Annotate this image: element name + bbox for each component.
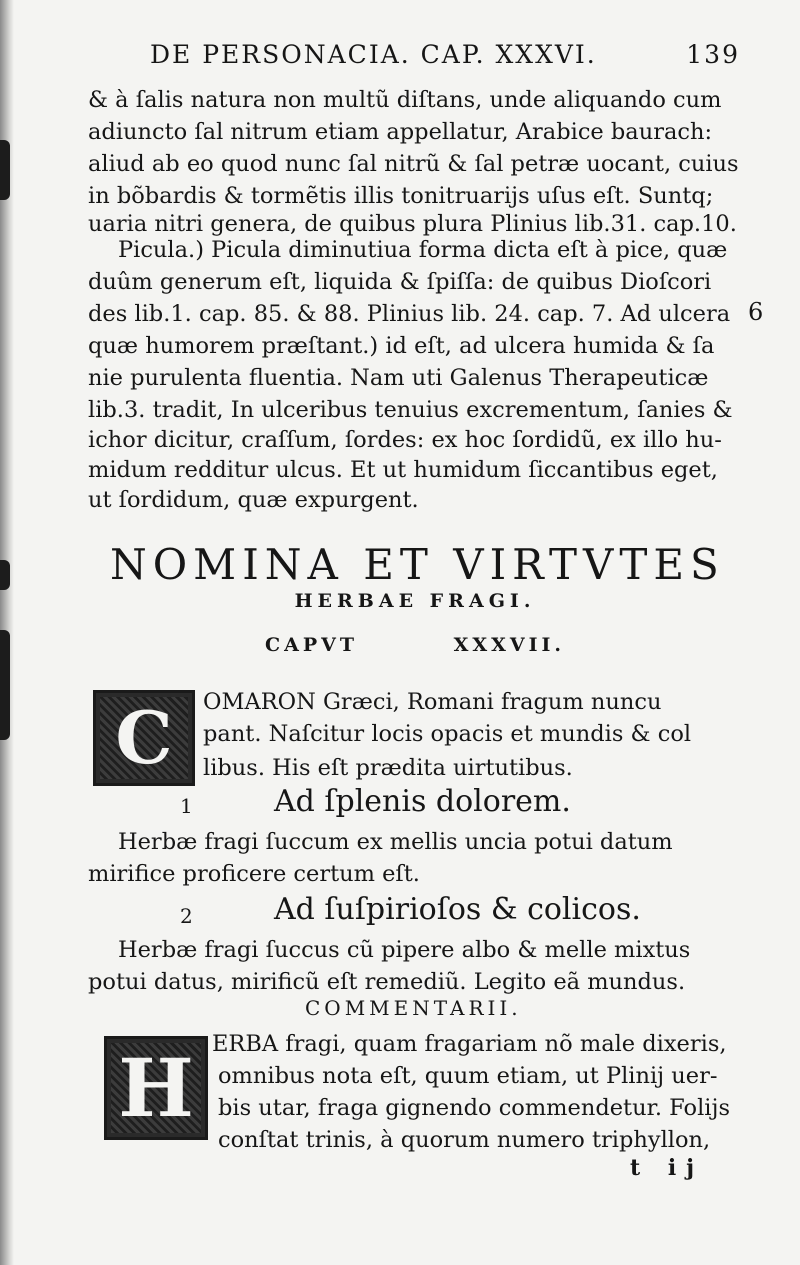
text-line: lib.3. tradit, In ulceribus tenuius excrementum, ſanies & [88,397,733,423]
decorated-initial-h [104,1036,208,1140]
text-line: aliud ab eo quod nunc ſal nitrũ & ſal petræ uocant, cuius [88,151,739,177]
margin-number: 1 [180,794,193,818]
catchword: t ij [630,1155,705,1181]
text-line: in bõbardis & tormẽtis illis tonitruarijs uſus eſt. Suntq; [88,183,714,209]
margin-number: 2 [180,904,193,928]
chapter-title: NOMINA ET VIRTVTES [110,540,725,589]
decorated-initial-c [93,690,195,786]
commentarii-heading: COMMENTARII. [305,996,522,1020]
text-line: & à ſalis natura non multũ diſtans, unde aliquando cum [88,87,722,113]
running-head [150,40,740,76]
text-line: nie purulenta fluentia. Nam uti Galenus Therapeuticæ [88,365,709,391]
text-line: Picula.) Picula diminutiua forma dicta eſt à pice, quæ [118,237,728,263]
edge-mark [0,630,10,740]
section-heading: Ad ſplenis dolorem. [274,784,571,819]
text-line: libus. His eſt prædita uirtutibus. [203,755,573,781]
text-line: des lib.1. cap. 85. & 88. Plinius lib. 24. cap. 7. Ad ulcera [88,301,731,327]
chapter-subtitle: HERBAE FRAGI. [294,590,536,612]
initial-letter: C [115,695,173,780]
text-line: Herbæ fragi ſuccum ex mellis uncia potui datum [118,829,673,855]
initial-letter: H [118,1041,194,1135]
text-line: omnibus nota eſt, quum etiam, ut Plinij uer- [218,1063,718,1089]
text-line: ut ſordidum, quæ expurgent. [88,487,419,513]
text-line: pant. Naſcitur locis opacis et mundis & col [203,721,692,747]
text-line: midum redditur ulcus. Et ut humidum ſiccantibus eget, [88,457,718,483]
text-line: potui datus, mirificũ eſt remediũ. Legito eã mundus. [88,969,686,995]
edge-mark [0,140,10,200]
text-line: OMARON Græci, Romani fragum nuncu [203,689,662,715]
page-number: 139 [686,40,740,69]
text-line: ichor dicitur, craſſum, ſordes: ex hoc ſordidũ, ex illo hu- [88,427,722,453]
text-line: adiuncto ſal nitrum etiam appellatur, Arabice baurach: [88,119,713,145]
edge-mark [0,560,10,590]
text-line: Herbæ fragi ſuccus cũ pipere albo & melle mixtus [118,937,691,963]
section-heading: Ad ſuſpirioſos & colicos. [274,892,641,927]
text-line: ERBA fragi, quam fragariam nõ male dixeris, [212,1031,727,1057]
text-line: bis utar, fraga gignendo commendetur. Folijs [218,1095,731,1121]
text-line: uaria nitri genera, de quibus plura Plinius lib.31. cap.10. [88,211,737,237]
caput-label: CAPVT [265,634,359,656]
caput-number: XXXVII. [453,634,565,656]
text-line: duûm generum eſt, liquida & ſpiſſa: de quibus Dioſcori [88,269,712,295]
text-line: quæ humorem præſtant.) id eſt, ad ulcera humida & ſa [88,333,715,359]
margin-number: 6 [748,298,764,326]
text-line: mirifice proficere certum eſt. [88,861,420,887]
running-head-title: DE PERSONACIA. CAP. XXXVI. [150,40,597,69]
text-line: conſtat trinis, à quorum numero triphyllon, [218,1127,711,1153]
